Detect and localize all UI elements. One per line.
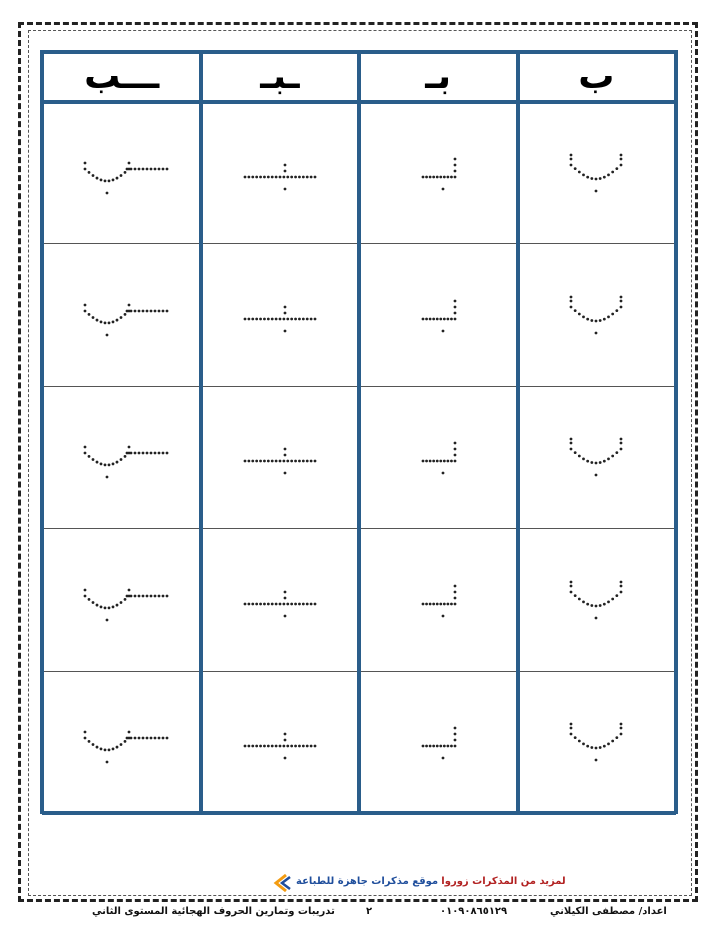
- tracing-cell-final: [43, 529, 201, 671]
- dotted-letter-medial: [225, 427, 335, 487]
- footer-phone: ٠١٠٩٠٨٦٥١٢٩: [440, 906, 508, 917]
- tracing-cell-final: [43, 244, 201, 386]
- dotted-letter-isolated: [541, 143, 651, 203]
- tracing-cell-medial: [201, 529, 359, 671]
- dotted-letter-final: [67, 427, 177, 487]
- tracing-cell-isolated: [517, 102, 675, 244]
- tracing-cell-isolated: [517, 529, 675, 671]
- dotted-letter-isolated: [541, 712, 651, 772]
- header-letter: ـبـ: [260, 55, 300, 97]
- header-final-form: [43, 51, 201, 102]
- dotted-letter-final: [67, 570, 177, 630]
- tracing-cell-final: [43, 102, 201, 244]
- header-letter: ـــب: [84, 55, 160, 97]
- table-col-border: [674, 50, 678, 814]
- dotted-letter-isolated: [541, 427, 651, 487]
- tracing-cell-medial: [201, 671, 359, 813]
- dotted-letter-initial: [383, 427, 493, 487]
- tracing-cell-medial: [201, 244, 359, 386]
- table-col-border: [40, 50, 44, 814]
- dotted-letter-isolated: [541, 285, 651, 345]
- table-col-border: [199, 50, 203, 814]
- dotted-letter-final: [67, 712, 177, 772]
- tracing-cell-final: [43, 386, 201, 528]
- tracing-cell-initial: [359, 529, 517, 671]
- footer-page-number: ٢: [366, 906, 373, 917]
- dotted-letter-medial: [225, 143, 335, 203]
- table-col-border: [516, 50, 520, 814]
- dotted-letter-initial: [383, 570, 493, 630]
- dotted-letter-final: [67, 143, 177, 203]
- tracing-cell-isolated: [517, 671, 675, 813]
- tracing-cell-initial: [359, 386, 517, 528]
- tracing-cell-isolated: [517, 386, 675, 528]
- promo-text-blue: موقع مذكرات جاهزة للطباعة: [296, 876, 439, 887]
- header-initial-form: [359, 51, 517, 102]
- chevron-logo-icon: [270, 872, 292, 894]
- tracing-cell-initial: [359, 244, 517, 386]
- dotted-letter-initial: [383, 712, 493, 772]
- promo-text: [296, 876, 566, 887]
- tracing-cell-isolated: [517, 244, 675, 386]
- promo-banner[interactable]: [270, 872, 566, 894]
- dotted-letter-isolated: [541, 570, 651, 630]
- dotted-letter-medial: [225, 285, 335, 345]
- promo-text-red: لمزيد من المذكرات زوروا: [441, 876, 566, 887]
- footer-book-title: تدريبات وتمارين الحروف الهجائية المستوى الثاني: [92, 906, 335, 917]
- header-letter: ب: [578, 55, 615, 97]
- footer-author: اعداد/ مصطفى الكيلاني: [550, 906, 667, 917]
- dotted-letter-final: [67, 285, 177, 345]
- header-medial-form: [201, 51, 359, 102]
- table-col-border: [357, 50, 361, 814]
- header-letter: بـ: [425, 55, 452, 97]
- header-isolated-form: [517, 51, 675, 102]
- tracing-cell-initial: [359, 671, 517, 813]
- tracing-cell-medial: [201, 386, 359, 528]
- tracing-cell-medial: [201, 102, 359, 244]
- dotted-letter-medial: [225, 570, 335, 630]
- tracing-cell-initial: [359, 102, 517, 244]
- dotted-letter-medial: [225, 712, 335, 772]
- tracing-cell-final: [43, 671, 201, 813]
- dotted-letter-initial: [383, 285, 493, 345]
- dotted-letter-initial: [383, 143, 493, 203]
